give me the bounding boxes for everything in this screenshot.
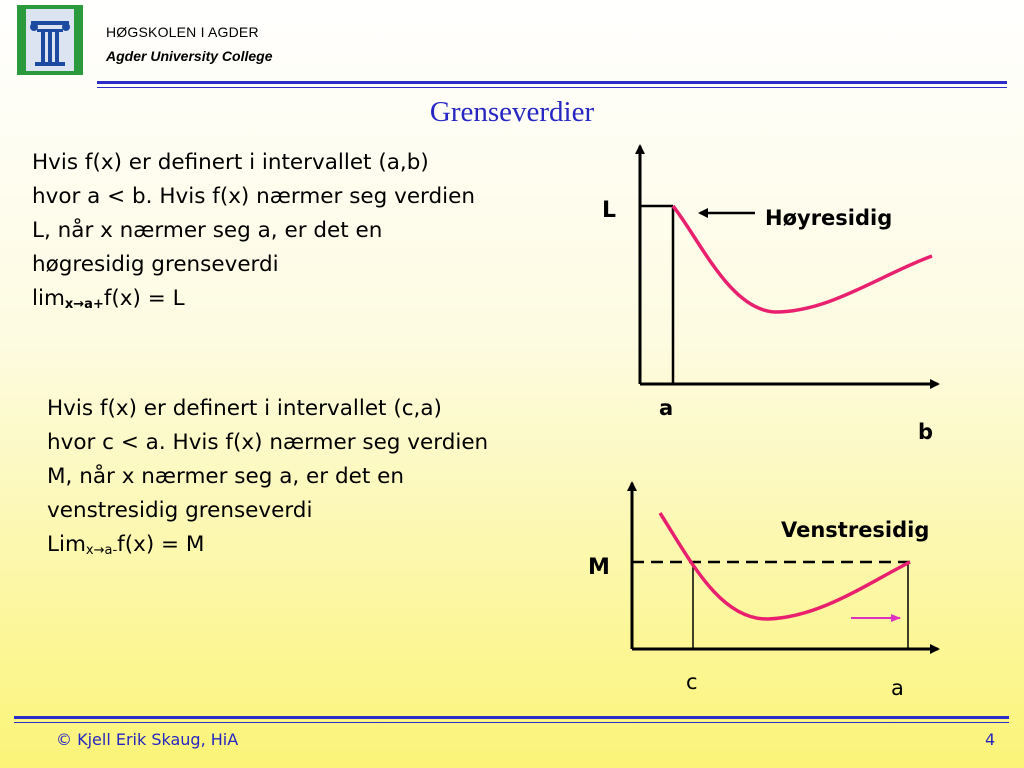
definition-line: L, når x nærmer seg a, er det en: [32, 218, 383, 243]
institution-name: HØGSKOLEN I AGDER: [106, 24, 259, 40]
label-left-sided: Venstresidig: [781, 518, 930, 542]
footer-rule-thin: [14, 722, 1009, 723]
limit-formula: Lim$_{x\to a-}$f(x) = M: [47, 532, 205, 558]
definition-line: hvor c < a. Hvis f(x) nærmer seg verdien: [47, 430, 489, 455]
page-number: 4: [985, 730, 996, 749]
left-sided-graph: [632, 483, 938, 649]
definition-line: M, når x nærmer seg a, er det en: [47, 464, 404, 489]
institution-name-english: Agder University College: [106, 48, 273, 64]
definition-line: venstresidig grenseverdi: [47, 498, 313, 523]
label-b: b: [918, 420, 934, 444]
label-a-bottom: a: [891, 676, 904, 700]
label-a-top: a: [659, 396, 674, 420]
label-c: c: [686, 670, 698, 694]
right-sided-graph: [640, 146, 938, 384]
label-right-sided: Høyresidig: [765, 206, 893, 230]
definition-line: Hvis f(x) er definert i intervallet (a,b): [32, 150, 429, 175]
definition-line: høgresidig grenseverdi: [32, 252, 279, 277]
footer-rule: [14, 716, 1009, 719]
label-m: M: [588, 555, 610, 580]
footer-copyright: © Kjell Erik Skaug, HiA: [56, 730, 239, 749]
slide-title: Grenseverdier: [429, 96, 595, 128]
definition-line: Hvis f(x) er definert i intervallet (c,a): [47, 396, 442, 421]
label-l: L: [602, 198, 617, 223]
limit-formula: $\lim_{x\to a+}f(x) = L$: [32, 286, 185, 312]
definition-line: hvor a < b. Hvis f(x) nærmer seg verdien: [32, 184, 475, 209]
